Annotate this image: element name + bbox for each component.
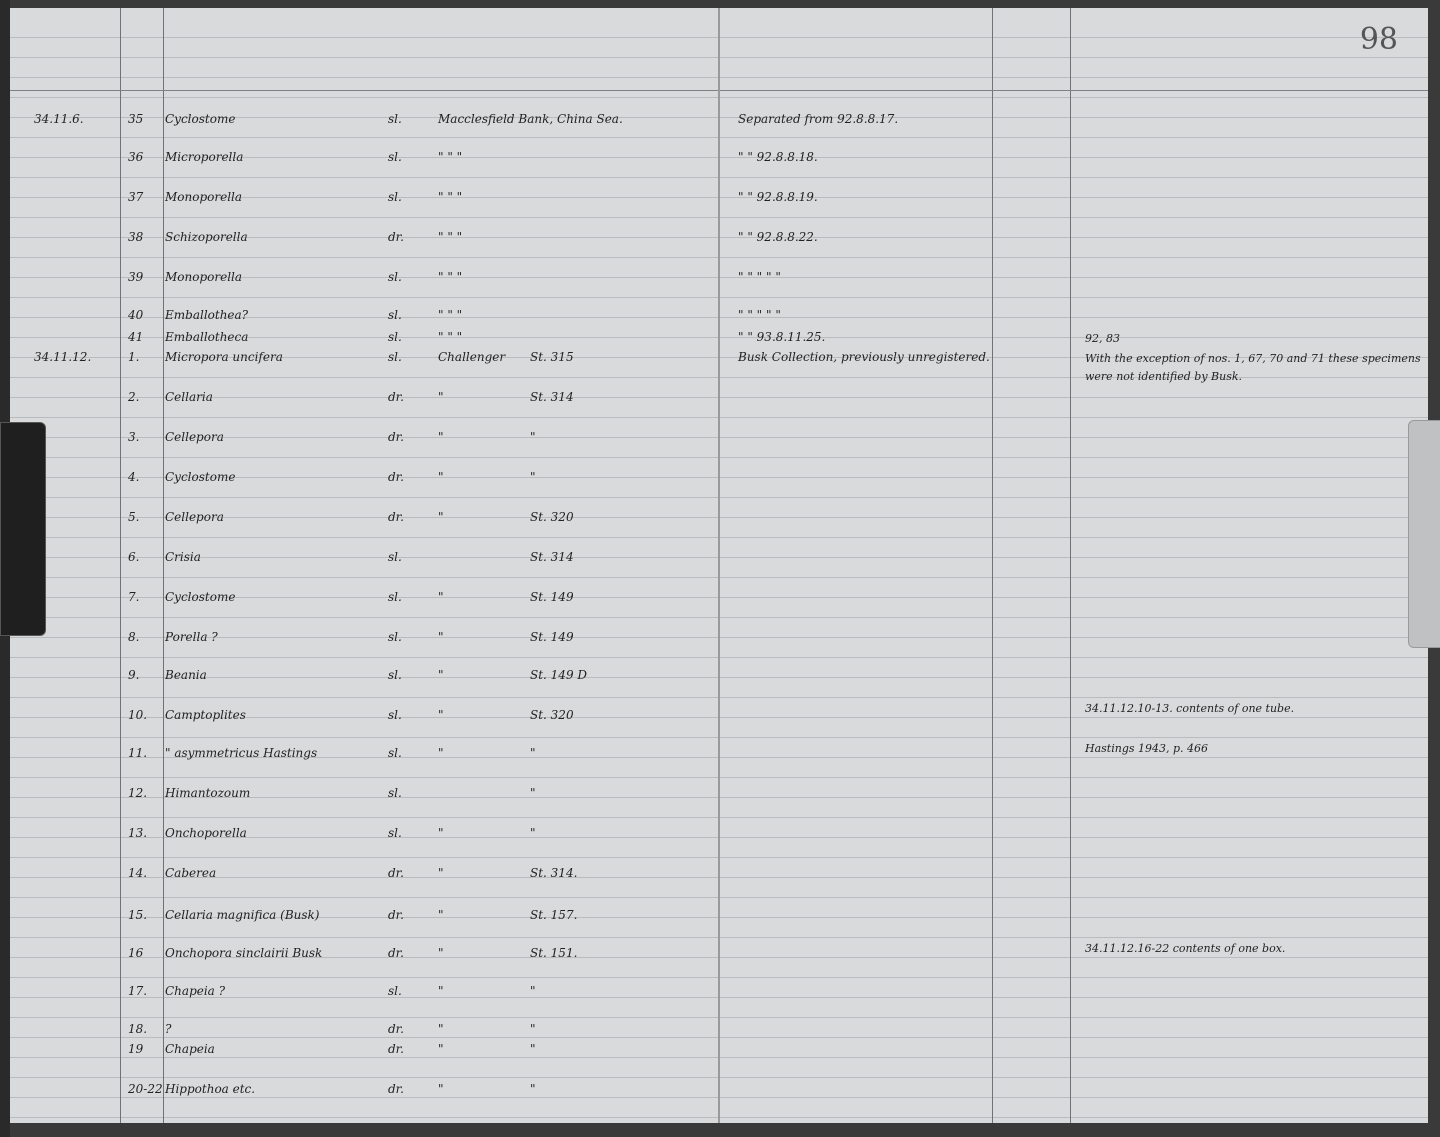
register-number: 34.11.12.: [34, 350, 92, 364]
locality: ": [438, 746, 444, 760]
preservation: dr.: [388, 1022, 404, 1036]
locality: ": [438, 1042, 444, 1056]
specimen-number: 38: [128, 230, 144, 244]
source-note: " " 92.8.8.22.: [738, 230, 818, 244]
specimen-name: ?: [165, 1022, 172, 1036]
station: ": [530, 470, 536, 484]
specimen-name: Monoporella: [165, 190, 243, 204]
ledger-row: [10, 826, 718, 848]
specimen-name: Chapeia: [165, 1042, 215, 1056]
specimen-number: 10.: [128, 708, 148, 722]
specimen-number: 2.: [128, 390, 140, 404]
specimen-name: Cyclostome: [165, 470, 236, 484]
ledger-row: [720, 190, 1428, 212]
preservation: dr.: [388, 430, 404, 444]
specimen-name: Chapeia ?: [165, 984, 226, 998]
specimen-name: Cellaria magnifica (Busk): [165, 908, 320, 922]
specimen-number: 39: [128, 270, 144, 284]
preservation: sl.: [388, 668, 402, 682]
specimen-number: 20-22: [128, 1082, 163, 1096]
ledger-row: [10, 308, 718, 330]
remarks: 34.11.12.10-13. contents of one tube.: [1085, 702, 1295, 715]
locality: Challenger: [438, 350, 506, 364]
preservation: dr.: [388, 230, 404, 244]
specimen-number: 18.: [128, 1022, 148, 1036]
specimen-name: Caberea: [165, 866, 217, 880]
locality: ": [438, 470, 444, 484]
specimen-name: Hippothoa etc.: [165, 1082, 256, 1096]
preservation: sl.: [388, 746, 402, 760]
preservation: sl.: [388, 350, 402, 364]
station: St. 314.: [530, 866, 578, 880]
ledger-row: [720, 330, 1428, 352]
preservation: sl.: [388, 190, 402, 204]
ledger-row: [10, 946, 718, 968]
locality: " " ": [438, 150, 463, 164]
specimen-number: 40: [128, 308, 144, 322]
ledger-row: [720, 350, 1428, 383]
preservation: sl.: [388, 984, 402, 998]
specimen-name: Microporella: [165, 150, 244, 164]
station: ": [530, 746, 536, 760]
specimen-number: 5.: [128, 510, 140, 524]
ledger-row: [10, 1082, 718, 1104]
locality: " " ": [438, 270, 463, 284]
remarks: With the exception of nos. 1, 67, 70 and 71 these specimens were not identified by Busk.: [1085, 352, 1421, 383]
specimen-name: Cyclostome: [165, 590, 236, 604]
locality: ": [438, 390, 444, 404]
specimen-number: 8.: [128, 630, 140, 644]
header-rule: [720, 90, 1428, 91]
right-page: [720, 8, 1428, 1123]
ledger-row: [10, 908, 718, 930]
ledger-row: [10, 746, 718, 768]
station: ": [530, 430, 536, 444]
preservation: sl.: [388, 150, 402, 164]
station: ": [530, 786, 536, 800]
specimen-name: Emballotheca: [165, 330, 249, 344]
source-note: " " " " ": [738, 308, 781, 322]
specimen-name: Himantozoum: [165, 786, 251, 800]
specimen-number: 11.: [128, 746, 148, 760]
source-note: Busk Collection, previously unregistered.: [738, 350, 990, 364]
ledger-row: [10, 230, 718, 252]
preservation: sl.: [388, 308, 402, 322]
specimen-name: Cyclostome: [165, 112, 236, 126]
locality: ": [438, 630, 444, 644]
ledger-row: [10, 866, 718, 888]
locality: ": [438, 668, 444, 682]
register-number: 34.11.6.: [34, 112, 84, 126]
locality: ": [438, 984, 444, 998]
locality: " " ": [438, 330, 463, 344]
station: St. 149 D: [530, 668, 588, 682]
locality: ": [438, 826, 444, 840]
specimen-name: Monoporella: [165, 270, 243, 284]
preservation: dr.: [388, 510, 404, 524]
station: St. 314: [530, 390, 574, 404]
specimen-name: Beania: [165, 668, 207, 682]
remarks: 34.11.12.16-22 contents of one box.: [1085, 942, 1286, 955]
preservation: sl.: [388, 826, 402, 840]
left-bookmark-tab: [0, 422, 46, 636]
ledger-row: [10, 350, 718, 372]
locality: ": [438, 908, 444, 922]
ledger-row: [10, 390, 718, 412]
preservation: dr.: [388, 866, 404, 880]
station: St. 320: [530, 708, 574, 722]
ledger-row: [10, 1022, 718, 1044]
station: St. 151.: [530, 946, 578, 960]
ledger-row: [10, 590, 718, 612]
source-note: " " 92.8.8.18.: [738, 150, 818, 164]
source-note: " " " " ": [738, 270, 781, 284]
preservation: dr.: [388, 470, 404, 484]
preservation: sl.: [388, 270, 402, 284]
specimen-number: 14.: [128, 866, 148, 880]
station: St. 149: [530, 630, 574, 644]
locality: " " ": [438, 190, 463, 204]
station: ": [530, 1042, 536, 1056]
remarks: 92, 83: [1085, 332, 1120, 345]
preservation: sl.: [388, 112, 402, 126]
specimen-number: 15.: [128, 908, 148, 922]
locality: ": [438, 866, 444, 880]
preservation: sl.: [388, 550, 402, 564]
right-bookmark-tab: [1408, 420, 1440, 648]
specimen-number: 19: [128, 1042, 144, 1056]
preservation: sl.: [388, 708, 402, 722]
preservation: sl.: [388, 590, 402, 604]
ledger-row: [10, 786, 718, 808]
locality: Macclesfield Bank, China Sea.: [438, 112, 623, 126]
specimen-number: 37: [128, 190, 144, 204]
ledger-row: [720, 112, 1428, 134]
station: St. 320: [530, 510, 574, 524]
specimen-number: 16: [128, 946, 144, 960]
preservation: dr.: [388, 1042, 404, 1056]
ledger-row: [10, 510, 718, 532]
station: St. 315: [530, 350, 574, 364]
header-rule: [10, 90, 718, 91]
ledger-row: [720, 308, 1428, 330]
specimen-number: 3.: [128, 430, 140, 444]
specimen-number: 1.: [128, 350, 140, 364]
preservation: dr.: [388, 908, 404, 922]
locality: ": [438, 510, 444, 524]
ledger-row: [10, 984, 718, 1006]
ledger-row: [10, 112, 718, 134]
station: ": [530, 1082, 536, 1096]
ledger-row: [10, 1042, 718, 1064]
station: ": [530, 826, 536, 840]
ledger-row: [10, 270, 718, 292]
specimen-name: Micropora uncifera: [165, 350, 283, 364]
ledger-row: [10, 430, 718, 452]
specimen-name: " asymmetricus Hastings: [165, 746, 318, 760]
preservation: sl.: [388, 786, 402, 800]
locality: ": [438, 430, 444, 444]
specimen-name: Schizoporella: [165, 230, 248, 244]
specimen-name: Crisia: [165, 550, 201, 564]
preservation: dr.: [388, 946, 404, 960]
specimen-number: 6.: [128, 550, 140, 564]
specimen-number: 41: [128, 330, 144, 344]
specimen-number: 9.: [128, 668, 140, 682]
remarks: Hastings 1943, p. 466: [1085, 742, 1209, 755]
ledger-row: [10, 630, 718, 652]
specimen-number: 36: [128, 150, 144, 164]
ledger-row: [10, 330, 718, 352]
specimen-name: Cellepora: [165, 510, 224, 524]
station: St. 149: [530, 590, 574, 604]
specimen-number: 12.: [128, 786, 148, 800]
preservation: sl.: [388, 630, 402, 644]
source-note: " " 93.8.11.25.: [738, 330, 826, 344]
ledger-row: [10, 470, 718, 492]
specimen-name: Emballothea?: [165, 308, 249, 322]
specimen-name: Cellepora: [165, 430, 224, 444]
specimen-name: Onchopora sinclairii Busk: [165, 946, 323, 960]
specimen-number: 13.: [128, 826, 148, 840]
ledger-row: [720, 230, 1428, 252]
left-page: [10, 8, 720, 1123]
preservation: dr.: [388, 390, 404, 404]
specimen-name: Camptoplites: [165, 708, 246, 722]
station: ": [530, 984, 536, 998]
source-note: Separated from 92.8.8.17.: [738, 112, 899, 126]
specimen-number: 4.: [128, 470, 140, 484]
specimen-name: Onchoporella: [165, 826, 247, 840]
page-number: 98: [1359, 22, 1398, 57]
specimen-number: 35: [128, 112, 144, 126]
station: ": [530, 1022, 536, 1036]
specimen-name: Porella ?: [165, 630, 218, 644]
locality: " " ": [438, 308, 463, 322]
locality: " " ": [438, 230, 463, 244]
preservation: dr.: [388, 1082, 404, 1096]
locality: ": [438, 946, 444, 960]
station: St. 314: [530, 550, 574, 564]
specimen-number: 17.: [128, 984, 148, 998]
source-note: " " 92.8.8.19.: [738, 190, 818, 204]
ledger-row: [720, 940, 1428, 962]
station: St. 157.: [530, 908, 578, 922]
locality: ": [438, 1082, 444, 1096]
specimen-number: 7.: [128, 590, 140, 604]
specimen-name: Cellaria: [165, 390, 213, 404]
ledger-row: [10, 150, 718, 172]
ledger-row: [720, 150, 1428, 172]
ledger-row: [720, 740, 1428, 762]
ledger-row: [10, 668, 718, 690]
locality: ": [438, 1022, 444, 1036]
preservation: sl.: [388, 330, 402, 344]
ledger-row: [10, 550, 718, 572]
ledger-row: [720, 700, 1428, 722]
ledger-row: [720, 270, 1428, 292]
locality: ": [438, 708, 444, 722]
ledger-row: [10, 708, 718, 730]
locality: ": [438, 590, 444, 604]
ledger-row: [10, 190, 718, 212]
